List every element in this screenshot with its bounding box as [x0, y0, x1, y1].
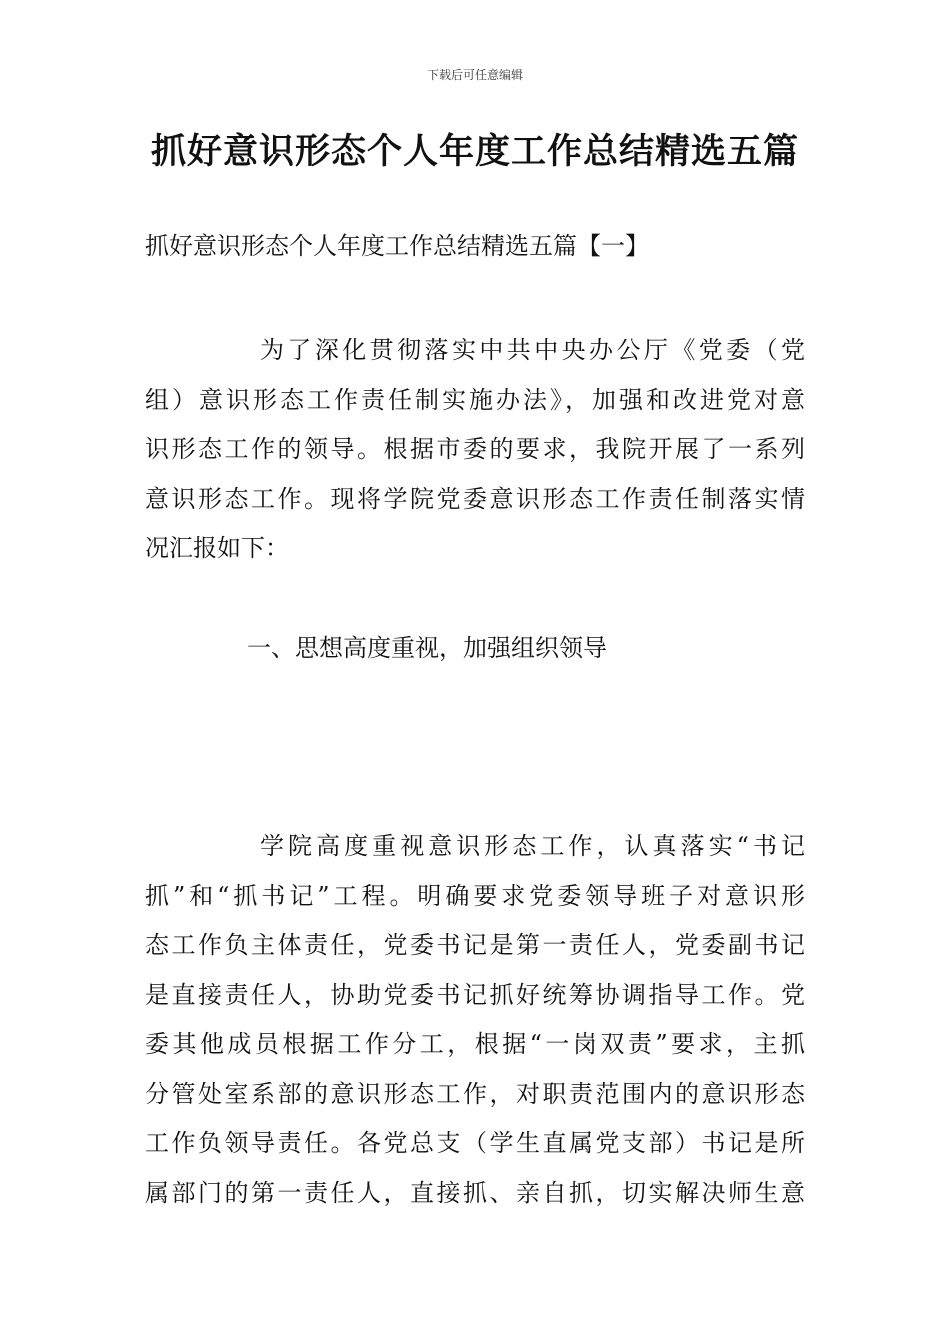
paragraph-line: 意识形态工作。现将学院党委意识形态工作责任制落实情 — [145, 484, 805, 513]
paragraph-intro — [145, 326, 805, 574]
paragraph-line: 学院高度重视意识形态工作，认真落实“书记 — [260, 832, 805, 860]
paragraph-line: 为了深化贯彻落实中共中央办公厅《党委（党 — [260, 336, 805, 364]
paragraph-line: 工作负领导责任。各党总支（学生直属党支部）书记是所 — [145, 1129, 805, 1157]
header-note: 下载后可任意编辑 — [426, 68, 523, 82]
document-title: 抓好意识形态个人年度工作总结精选五篇 — [150, 132, 799, 172]
paragraph-line: 是直接责任人，协助党委书记抓好统筹协调指导工作。党 — [145, 980, 805, 1009]
section-heading: 抓好意识形态个人年度工作总结精选五篇【一】 — [145, 232, 649, 260]
paragraph-line: 分管处室系部的意识形态工作，对职责范围内的意识形态 — [145, 1079, 805, 1108]
paragraph-body — [145, 822, 805, 1218]
paragraph-line: 识形态工作的领导。根据市委的要求，我院开展了一系列 — [145, 435, 805, 463]
sub-heading: 一、思想高度重视，加强组织领导 — [247, 634, 607, 662]
paragraph-line: 委其他成员根据工作分工，根据“一岗双责”要求，主抓 — [145, 1030, 805, 1058]
paragraph-line: 态工作负主体责任，党委书记是第一责任人，党委副书记 — [145, 931, 805, 959]
paragraph-line: 属部门的第一责任人，直接抓、亲自抓，切实解决师生意 — [145, 1178, 805, 1207]
paragraph-line: 抓”和“抓书记”工程。明确要求党委领导班子对意识形 — [145, 881, 805, 910]
paragraph-line: 组）意识形态工作责任制实施办法》，加强和改进党对意 — [145, 385, 805, 414]
paragraph-line: 况汇报如下： — [145, 534, 289, 562]
